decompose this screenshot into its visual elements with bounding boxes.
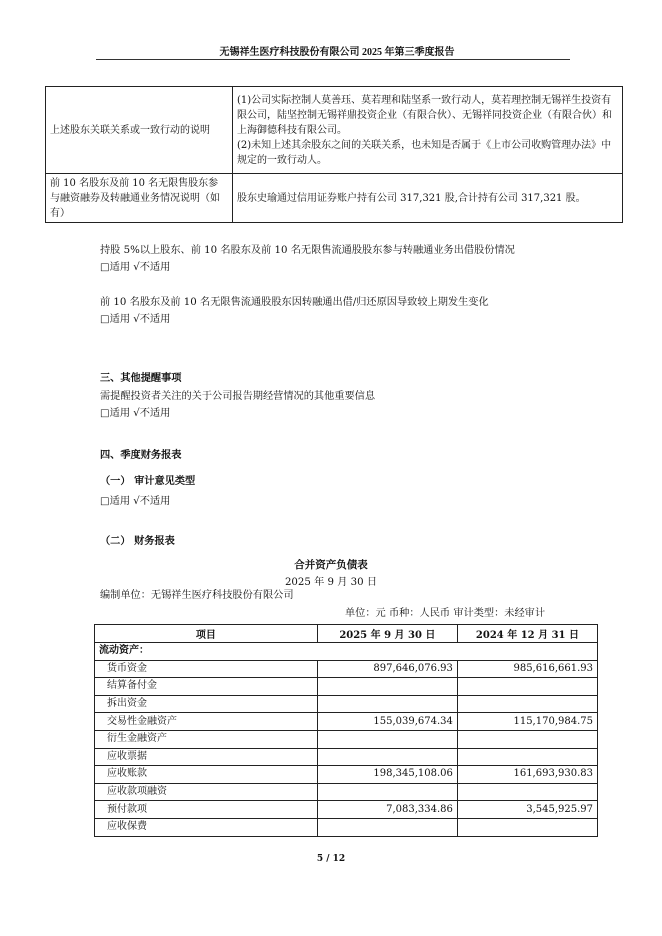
table-row (95, 818, 598, 836)
row-item: 应收账款 (95, 766, 318, 784)
col-header-item: 项目 (95, 625, 318, 643)
row-item: 衍生金融资产 (95, 730, 318, 748)
row-item: 应收票据 (95, 748, 318, 766)
section-4-2-heading: （二） 财务报表 (100, 535, 175, 547)
change-title: 前 10 名股东及前 10 名无限售流通股股东因转融通出借/归还原因导致较上期发生变化 (100, 297, 489, 308)
section-label: 流动资产： (95, 643, 598, 661)
row-item: 拆出资金 (95, 695, 318, 713)
row-item: 货币资金 (95, 660, 318, 678)
row-content: 股东史瑜通过信用证券账户持有公司 317,321 股,合计持有公司 317,321 股。 (233, 174, 623, 223)
row-prior: 115,170,984.75 (457, 713, 597, 731)
row-prior: 985,616,661.93 (457, 660, 597, 678)
row-prior (457, 818, 597, 836)
row-current: 7,083,334.86 (317, 801, 457, 819)
row-current (317, 783, 457, 801)
col-header-prior: 2024 年 12 月 31 日 (457, 625, 597, 643)
row-prior: 3,545,925.97 (457, 801, 597, 819)
row-current: 198,345,108.06 (317, 766, 457, 784)
row-item: 应收保费 (95, 818, 318, 836)
table-row (95, 695, 598, 713)
row-prior (457, 730, 597, 748)
row-item: 结算备付金 (95, 678, 318, 696)
lending-option: □适用 √不适用 (100, 262, 171, 273)
balance-sheet-company: 编制单位：无锡祥生医疗科技股份有限公司 (100, 590, 294, 601)
row-current: 155,039,674.34 (317, 713, 457, 731)
row-label: 前 10 名股东及前 10 名无限售股东参与融资融券及转融通业务情况说明（如有） (46, 174, 233, 223)
row-prior (457, 783, 597, 801)
section-4-heading: 四、季度财务报表 (100, 449, 182, 461)
section-3-text: 需提醒投资者关注的关于公司报告期经营情况的其他重要信息 (100, 391, 376, 402)
table-row (46, 174, 623, 223)
section-4-1-heading: （一） 审计意见类型 (100, 475, 196, 487)
balance-sheet-table (94, 624, 598, 837)
shareholder-relation-table (45, 86, 623, 223)
change-option: □适用 √不适用 (100, 314, 171, 325)
row-label: 上述股东关联关系或一致行动的说明 (46, 87, 233, 174)
balance-sheet-units: 单位：元 币种：人民币 审计类型：未经审计 (345, 608, 546, 619)
table-row (95, 678, 598, 696)
page-number: 5 / 12 (316, 854, 346, 864)
row-prior (457, 748, 597, 766)
row-current (317, 818, 457, 836)
row-item: 交易性金融资产 (95, 713, 318, 731)
section-3-option: □适用 √不适用 (100, 408, 171, 419)
row-content (233, 87, 623, 174)
table-header-row (95, 625, 598, 643)
header-rule (96, 59, 570, 60)
balance-sheet-title: 合并资产负债表 (294, 559, 368, 571)
row-current (317, 678, 457, 696)
table-row (46, 87, 623, 174)
section-4-1-option: □适用 √不适用 (100, 496, 171, 507)
col-header-current: 2025 年 9 月 30 日 (317, 625, 457, 643)
table-row (95, 660, 598, 678)
table-row (95, 730, 598, 748)
row-current: 897,646,076.93 (317, 660, 457, 678)
row-prior (457, 695, 597, 713)
relation-note-2: (2)未知上述其余股东之间的关联关系，也未知是否属于《上市公司收购管理办法》中规定的一致行动人。 (237, 139, 612, 166)
row-current (317, 695, 457, 713)
row-prior (457, 678, 597, 696)
table-row (95, 766, 598, 784)
table-row (95, 748, 598, 766)
table-row (95, 783, 598, 801)
table-section-row (95, 643, 598, 661)
relation-note-1: (1)公司实际控制人莫善珏、莫若理和陆坚系一致行动人，莫若理控制无锡祥生投资有限公司，陆坚控制无锡祥鼎投资企业（有限合伙）、无锡祥同投资企业（有限合伙）和上海御德科技有限公司。 (237, 94, 612, 136)
row-item: 应收款项融资 (95, 783, 318, 801)
row-current (317, 730, 457, 748)
row-current (317, 748, 457, 766)
row-prior: 161,693,930.83 (457, 766, 597, 784)
table-row (95, 713, 598, 731)
row-item: 预付款项 (95, 801, 318, 819)
balance-sheet-date: 2025 年 9 月 30 日 (284, 577, 378, 588)
lending-title: 持股 5%以上股东、前 10 名股东及前 10 名无限售流通股股东参与转融通业务出借股份情况 (100, 245, 515, 256)
page-header-title: 无锡祥生医疗科技股份有限公司 2025 年第三季度报告 (219, 47, 455, 58)
section-3-heading: 三、其他提醒事项 (100, 372, 182, 384)
table-row (95, 801, 598, 819)
